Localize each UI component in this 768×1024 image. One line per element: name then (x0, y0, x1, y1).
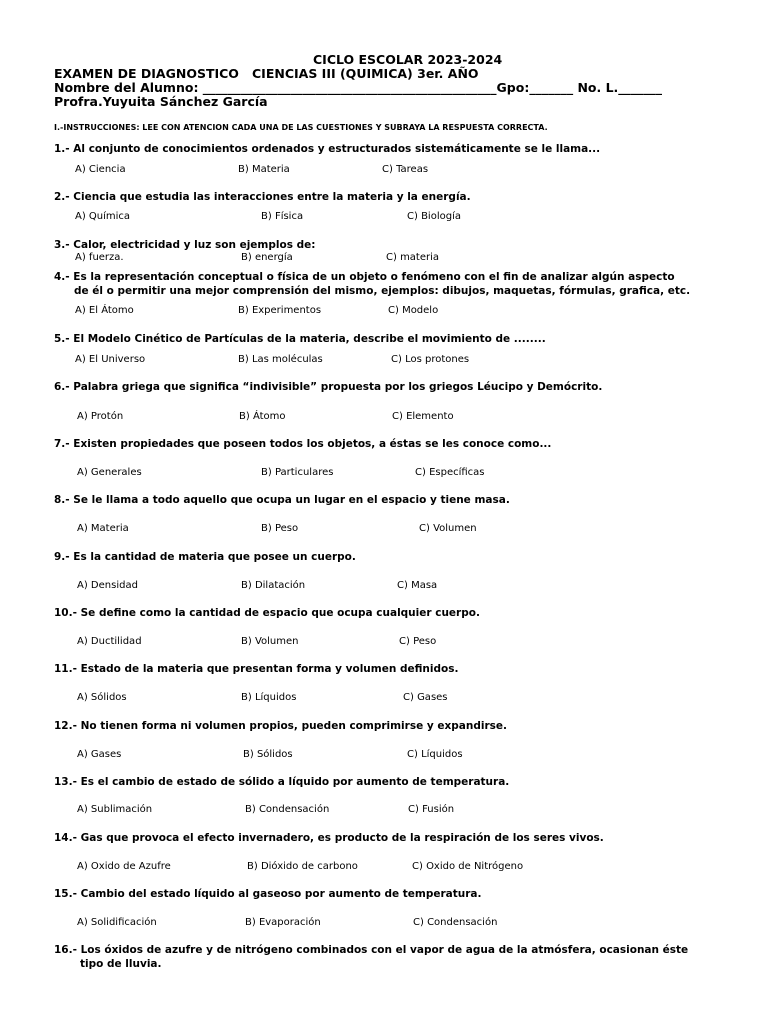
q2 (54, 190, 471, 204)
q11 (54, 662, 458, 676)
question-text: 3.- Calor, electricidad y luz son ejemplos de: (54, 239, 316, 251)
question-text: 10.- Se define como la cantidad de espacio que ocupa cualquier cuerpo. (54, 607, 480, 619)
q8 (54, 493, 510, 507)
q9 (54, 550, 356, 564)
option-a[interactable]: A) Química (75, 211, 131, 222)
option-c[interactable]: C) Los protones (391, 354, 470, 365)
q16 (54, 943, 688, 971)
option-a[interactable]: A) Sólidos (77, 692, 127, 703)
option-a[interactable]: A) fuerza. (75, 252, 124, 263)
question-text: 7.- Existen propiedades que poseen todos los objetos, a éstas se les conoce como... (54, 438, 552, 450)
header-cycle: CICLO ESCOLAR 2023-2024 (313, 52, 503, 67)
option-c[interactable]: C) Gases (403, 692, 448, 703)
question-text: 8.- Se le llama a todo aquello que ocupa un lugar en el espacio y tiene masa. (54, 494, 510, 506)
option-a[interactable]: A) Sublimación (77, 804, 153, 815)
teacher-name: Profra.Yuyuita Sánchez García (54, 94, 268, 109)
option-a[interactable]: A) Ductilidad (77, 636, 142, 647)
option-b[interactable]: B) Evaporación (245, 917, 321, 928)
option-a[interactable]: A) Solidificación (77, 917, 157, 928)
option-b[interactable]: B) Particulares (261, 467, 334, 478)
option-b[interactable]: B) Átomo (239, 411, 286, 422)
option-b[interactable]: B) Sólidos (243, 749, 293, 760)
option-c[interactable]: C) Condensación (413, 917, 498, 928)
question-text: 9.- Es la cantidad de materia que posee un cuerpo. (54, 551, 356, 563)
q5 (54, 332, 546, 346)
question-text-cont: tipo de lluvia. (80, 958, 162, 970)
option-b[interactable]: B) Experimentos (238, 305, 322, 316)
option-a[interactable]: A) Gases (77, 749, 122, 760)
option-c[interactable]: C) Biología (407, 211, 461, 222)
option-b[interactable]: B) Peso (261, 523, 299, 534)
option-c[interactable]: C) Líquidos (407, 749, 463, 760)
q13 (54, 775, 509, 789)
question-text: 15.- Cambio del estado líquido al gaseoso por aumento de temperatura. (54, 888, 482, 900)
question-text: 1.- Al conjunto de conocimientos ordenados y estructurados sistemáticamente se le llama... (54, 143, 601, 155)
q3 (54, 238, 315, 252)
q6 (54, 380, 602, 394)
question-text: 13.- Es el cambio de estado de sólido a líquido por aumento de temperatura. (54, 776, 510, 788)
option-b[interactable]: B) Las moléculas (238, 354, 323, 365)
option-b[interactable]: B) energía (241, 252, 293, 263)
question-text-cont: de él o permitir una mejor comprensión del mismo, ejemplos: dibujos, maquetas, fórmulas, grafica, etc. (74, 285, 691, 297)
option-c[interactable]: C) Peso (399, 636, 437, 647)
option-a[interactable]: A) Protón (77, 411, 124, 422)
option-c[interactable]: C) Elemento (392, 411, 454, 422)
option-b[interactable]: B) Materia (238, 164, 290, 175)
header-exam: EXAMEN DE DIAGNOSTICO CIENCIAS III (QUIMICA) 3er. AÑO (54, 66, 479, 81)
option-b[interactable]: B) Física (261, 211, 304, 222)
question-text: 2.- Ciencia que estudia las interacciones entre la materia y la energía. (54, 191, 471, 203)
option-a[interactable]: A) El Universo (75, 354, 146, 365)
option-c[interactable]: C) Tareas (382, 164, 429, 175)
q4 (54, 270, 690, 298)
option-a[interactable]: A) Generales (77, 467, 142, 478)
question-text: 12.- No tienen forma ni volumen propios, pueden comprimirse y expandirse. (54, 720, 507, 732)
option-a[interactable]: A) Oxido de Azufre (77, 861, 171, 872)
question-text: 4.- Es la representación conceptual o física de un objeto o fenómeno con el fin de analizar algún aspecto (54, 271, 675, 283)
question-text: 6.- Palabra griega que significa “indivisible” propuesta por los griegos Léucipo y Demócrito. (54, 381, 603, 393)
option-b[interactable]: B) Líquidos (241, 692, 297, 703)
option-c[interactable]: C) Fusión (408, 804, 455, 815)
option-a[interactable]: A) Ciencia (75, 164, 126, 175)
q10 (54, 606, 480, 620)
option-a[interactable]: A) El Átomo (75, 305, 134, 316)
question-text: 14.- Gas que provoca el efecto invernadero, es producto de la respiración de los seres vivos. (54, 832, 604, 844)
option-c[interactable]: C) Volumen (419, 523, 477, 534)
q14 (54, 831, 604, 845)
q15 (54, 887, 481, 901)
option-c[interactable]: C) Oxido de Nitrógeno (412, 861, 524, 872)
q1 (54, 142, 600, 156)
question-text: 16.- Los óxidos de azufre y de nitrógeno combinados con el vapor de agua de la atmósfera, ocasionan éste (54, 944, 689, 956)
q7 (54, 437, 551, 451)
q12 (54, 719, 507, 733)
option-c[interactable]: C) materia (386, 252, 440, 263)
option-b[interactable]: B) Condensación (245, 804, 330, 815)
option-a[interactable]: A) Densidad (77, 580, 138, 591)
option-c[interactable]: C) Modelo (388, 305, 439, 316)
question-text: 5.- El Modelo Cinético de Partículas de la materia, describe el movimiento de ........ (54, 333, 546, 345)
option-b[interactable]: B) Volumen (241, 636, 299, 647)
option-b[interactable]: B) Dióxido de carbono (247, 861, 358, 872)
option-b[interactable]: B) Dilatación (241, 580, 306, 591)
option-c[interactable]: C) Masa (397, 580, 438, 591)
instructions: I.-INSTRUCCIONES: LEE CON ATENCION CADA UNA DE LAS CUESTIONES Y SUBRAYA LA RESPUESTA CORRECTA. (54, 123, 548, 132)
question-text: 11.- Estado de la materia que presentan forma y volumen definidos. (54, 663, 459, 675)
option-c[interactable]: C) Específicas (415, 467, 485, 478)
option-a[interactable]: A) Materia (77, 523, 129, 534)
student-name-line[interactable]: Nombre del Alumno: _______________________________________________Gpo:_______ No. L._______ (54, 80, 663, 95)
